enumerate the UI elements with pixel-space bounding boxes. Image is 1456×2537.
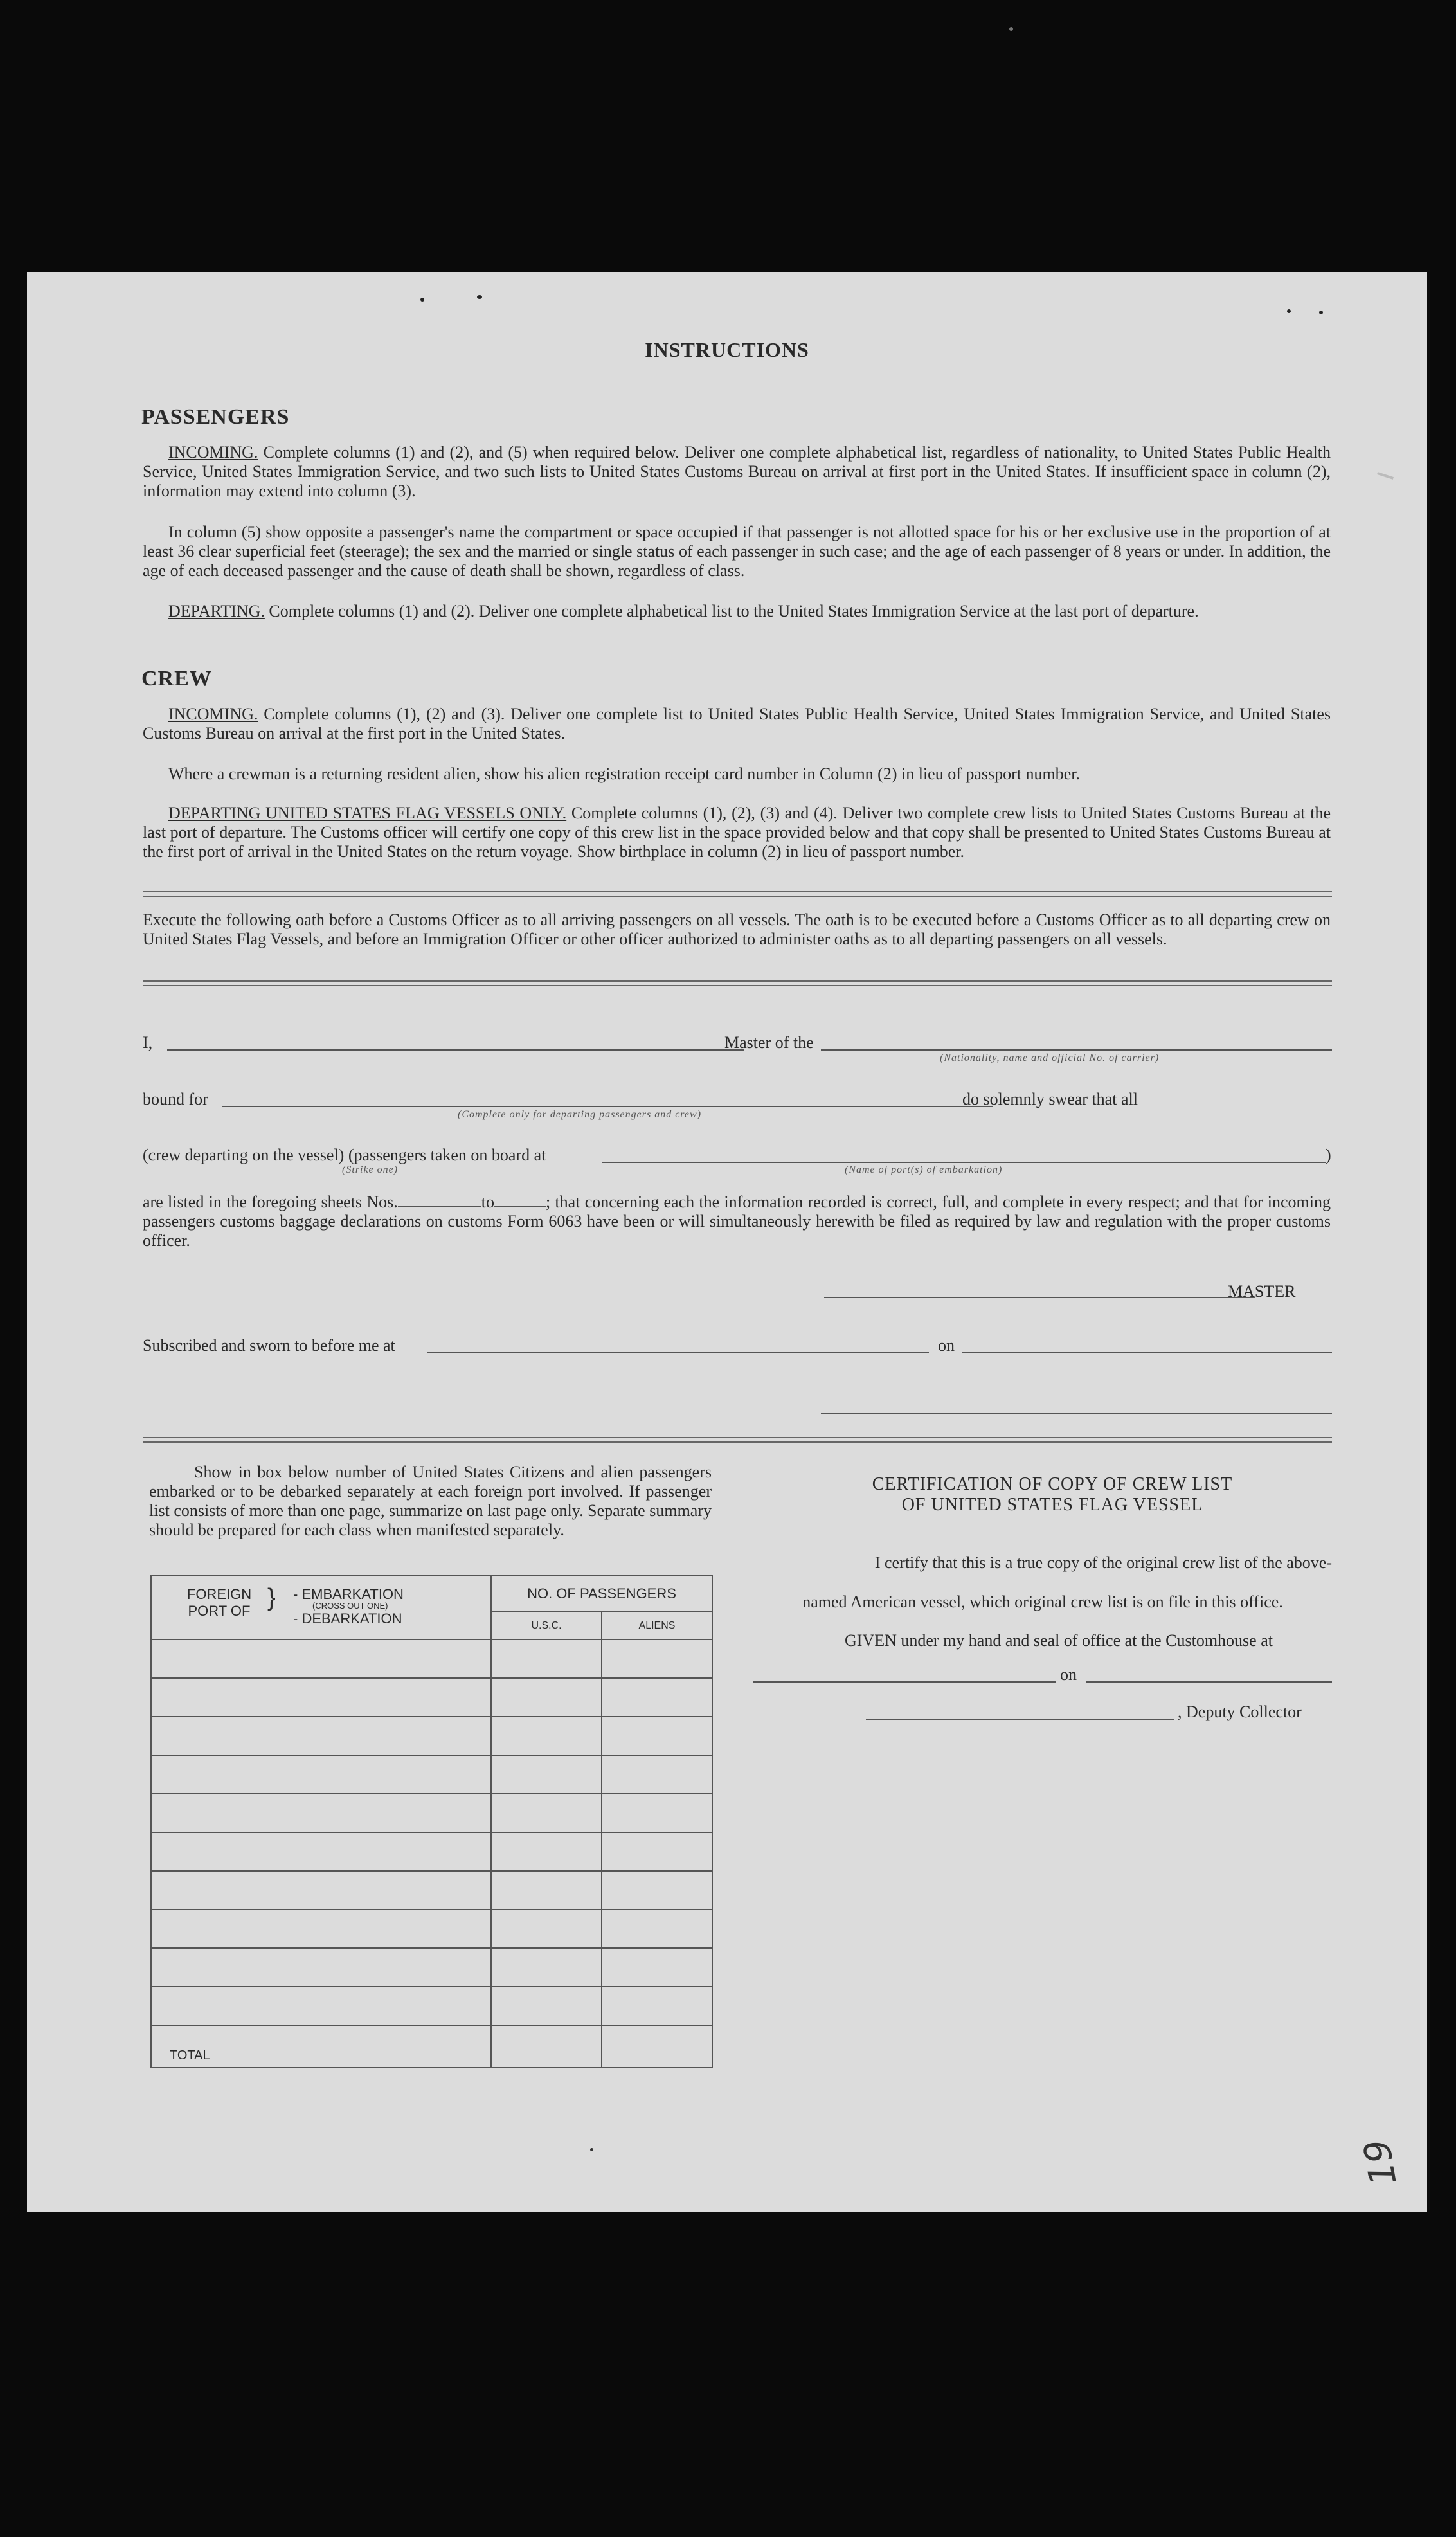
passengers-departing-label: DEPARTING. (168, 602, 265, 620)
foreign-port-header-cell (151, 1575, 491, 1639)
listed-paragraph (143, 1193, 1331, 1250)
certify-line3: GIVEN under my hand and seal of office at the Customhouse at (845, 1631, 1273, 1650)
table-row (151, 1639, 712, 1678)
double-rule (143, 1437, 1332, 1443)
table-row (151, 1871, 712, 1910)
table-row (151, 1832, 712, 1871)
embarkation-port-line[interactable] (602, 1162, 1326, 1163)
brace: } (267, 1584, 276, 1611)
passengers-departing-text: Complete columns (1) and (2). Deliver one complete alphabetical list to the United States Immigration Service at the last port of departure. (269, 602, 1199, 620)
speck (1287, 309, 1291, 313)
double-rule (143, 891, 1332, 897)
master-of-the-label: Master of the (724, 1033, 814, 1052)
sheet-from-line[interactable] (398, 1206, 481, 1207)
embarkation-option[interactable]: - EMBARKATION (293, 1586, 404, 1602)
table-row (151, 1717, 712, 1755)
listed-to-label: to (481, 1193, 494, 1211)
total-row (151, 2025, 712, 2068)
passengers-count-header: NO. OF PASSENGERS (491, 1575, 712, 1612)
crew-incoming-paragraph (143, 705, 1331, 743)
port-hint: (Name of port(s) of embarkation) (845, 1164, 1003, 1175)
swear-text: do solemnly swear that all (962, 1090, 1138, 1108)
usc-header: U.S.C. (491, 1612, 602, 1639)
passengers-column5-text: In column (5) show opposite a passenger's name the compartment or space occupied if that passenger is not allotted space for his or her exclusive use in the proportion of at least 36 clear superficial feet (steerage); the sex and the married or single status of each passenger in such case; and the age of each passenger of 8 years or under. In addition, the age of each deceased passenger and the cause of death shall be shown, regardless of class. (143, 523, 1331, 580)
listed-text-a: are listed in the foregoing sheets Nos. (143, 1193, 398, 1211)
speck (477, 295, 482, 299)
passenger-summary-table (150, 1575, 713, 2068)
crew-departing-paragraph (143, 804, 1331, 862)
table-row (151, 1678, 712, 1717)
certify-date-line[interactable] (1086, 1681, 1332, 1683)
passengers-heading: PASSENGERS (141, 405, 290, 429)
bound-for-hint: (Complete only for departing passengers and crew) (458, 1109, 702, 1120)
subscribed-label: Subscribed and sworn to before me at (143, 1336, 395, 1355)
listed-text-b: ; that concerning each the information recorded is correct, full, and complete in every respect; and that for incoming passengers customs baggage declarations on customs Form 6063 have been or will simultaneously herewith be filed as required by law and regulation with the proper customs officer. (143, 1193, 1331, 1250)
crew-resident-text: Where a crewman is a returning resident alien, show his alien registration receipt card number in Column (2) in lieu of passport number. (168, 764, 1081, 783)
deputy-collector-line[interactable] (866, 1719, 1174, 1720)
certification-title-line1: CERTIFICATION OF COPY OF CREW LIST (872, 1474, 1233, 1494)
bound-for-label: bound for (143, 1090, 208, 1108)
certification-title-line2: OF UNITED STATES FLAG VESSEL (901, 1495, 1203, 1515)
crew-passengers-text: (crew departing on the vessel) (passengers taken on board at (143, 1146, 546, 1164)
passengers-incoming-label: INCOMING. (168, 443, 258, 462)
sworn-on-label: on (938, 1336, 955, 1355)
certify-line2: named American vessel, which original crew list is on file in this office. (802, 1593, 1283, 1611)
crew-incoming-text: Complete columns (1), (2) and (3). Deliver one complete list to United States Public Health Service, United States Immigration Service, and United States Customs Bureau on arrival at the first port in the United States. (143, 705, 1331, 743)
speck (590, 2148, 593, 2151)
foreign-port-header: FOREIGN PORT OF (186, 1586, 252, 1619)
deputy-collector-label: , Deputy Collector (1178, 1702, 1302, 1721)
crew-incoming-label: INCOMING. (168, 705, 258, 723)
aliens-header: ALIENS (602, 1612, 712, 1639)
certify-on-label: on (1060, 1665, 1077, 1684)
close-paren: ) (1326, 1146, 1331, 1164)
oath-i-label: I, (143, 1033, 153, 1052)
master-signature-line[interactable] (824, 1297, 1255, 1298)
table-row (151, 1987, 712, 2025)
sworn-date-line[interactable] (962, 1352, 1332, 1353)
crew-departing-label: DEPARTING UNITED STATES FLAG VESSELS ONLY. (168, 804, 567, 822)
sheet-to-line[interactable] (494, 1206, 546, 1207)
speck (1009, 27, 1013, 31)
crew-heading: CREW (141, 667, 212, 691)
speck (1319, 311, 1323, 314)
bound-for-line[interactable] (222, 1106, 993, 1107)
total-label: TOTAL (151, 2025, 491, 2068)
speck (420, 298, 424, 302)
debarkation-option[interactable]: - DEBARKATION (293, 1611, 402, 1627)
certification-title (773, 1474, 1332, 1515)
customhouse-line[interactable] (753, 1681, 1056, 1683)
table-row (151, 1910, 712, 1948)
table-row (151, 1755, 712, 1794)
officer-signature-line[interactable] (821, 1413, 1332, 1414)
table-row (151, 1948, 712, 1987)
nationality-hint: (Nationality, name and official No. of carrier) (940, 1052, 1160, 1063)
certify-line1: I certify that this is a true copy of the original crew list of the above- (874, 1553, 1332, 1572)
vessel-name-line[interactable] (821, 1049, 1332, 1051)
summary-instructions: Show in box below number of United States Citizens and alien passengers embarked or to be debarked separately at each foreign port involved. If passenger list consists of more than one page, summarize on last page only. Separate summary should be prepared for each class when manifested separately. (149, 1463, 712, 1539)
crew-departing-text: Complete columns (1), (2), (3) and (4). Deliver two complete crew lists to United States Customs Bureau at the last port of departure. The Customs officer will certify one copy of this crew list in the space provided below and that copy shall be presented to United States Customs Bureau at the first port of arrival in the United States on the return voyage. Show birthplace in column (2) in lieu of passport number. (143, 804, 1331, 861)
table-row (151, 1794, 712, 1832)
master-name-line[interactable] (167, 1049, 744, 1051)
passengers-departing-paragraph (143, 602, 1331, 621)
handwritten-page-number: 19 (1356, 2136, 1405, 2189)
passengers-incoming-text: Complete columns (1) and (2), and (5) when required below. Deliver one complete alphabetical list, regardless of nationality, to United States Public Health Service, United States Immigration Service, and two such lists to United States Customs Bureau on arrival at first port in the United States. If insufficient space in column (2), information may extend into column (3). (143, 443, 1331, 500)
strike-one-hint: (Strike one) (342, 1164, 399, 1175)
double-rule (143, 980, 1332, 986)
passengers-incoming-paragraph (143, 443, 1331, 501)
master-label: MASTER (1228, 1282, 1296, 1301)
sworn-place-line[interactable] (427, 1352, 929, 1353)
page-title: INSTRUCTIONS (645, 338, 809, 361)
form-page (27, 272, 1427, 2212)
cross-out-note: (CROSS OUT ONE) (312, 1601, 388, 1611)
oath-instruction: Execute the following oath before a Customs Officer as to all arriving passengers on all vessels. The oath is to be executed before a Customs Officer as to all departing crew on United States Flag Vessels, and before an Immigration Officer or other officer authorized to administer oaths as to all departing passengers on all vessels. (143, 910, 1331, 948)
